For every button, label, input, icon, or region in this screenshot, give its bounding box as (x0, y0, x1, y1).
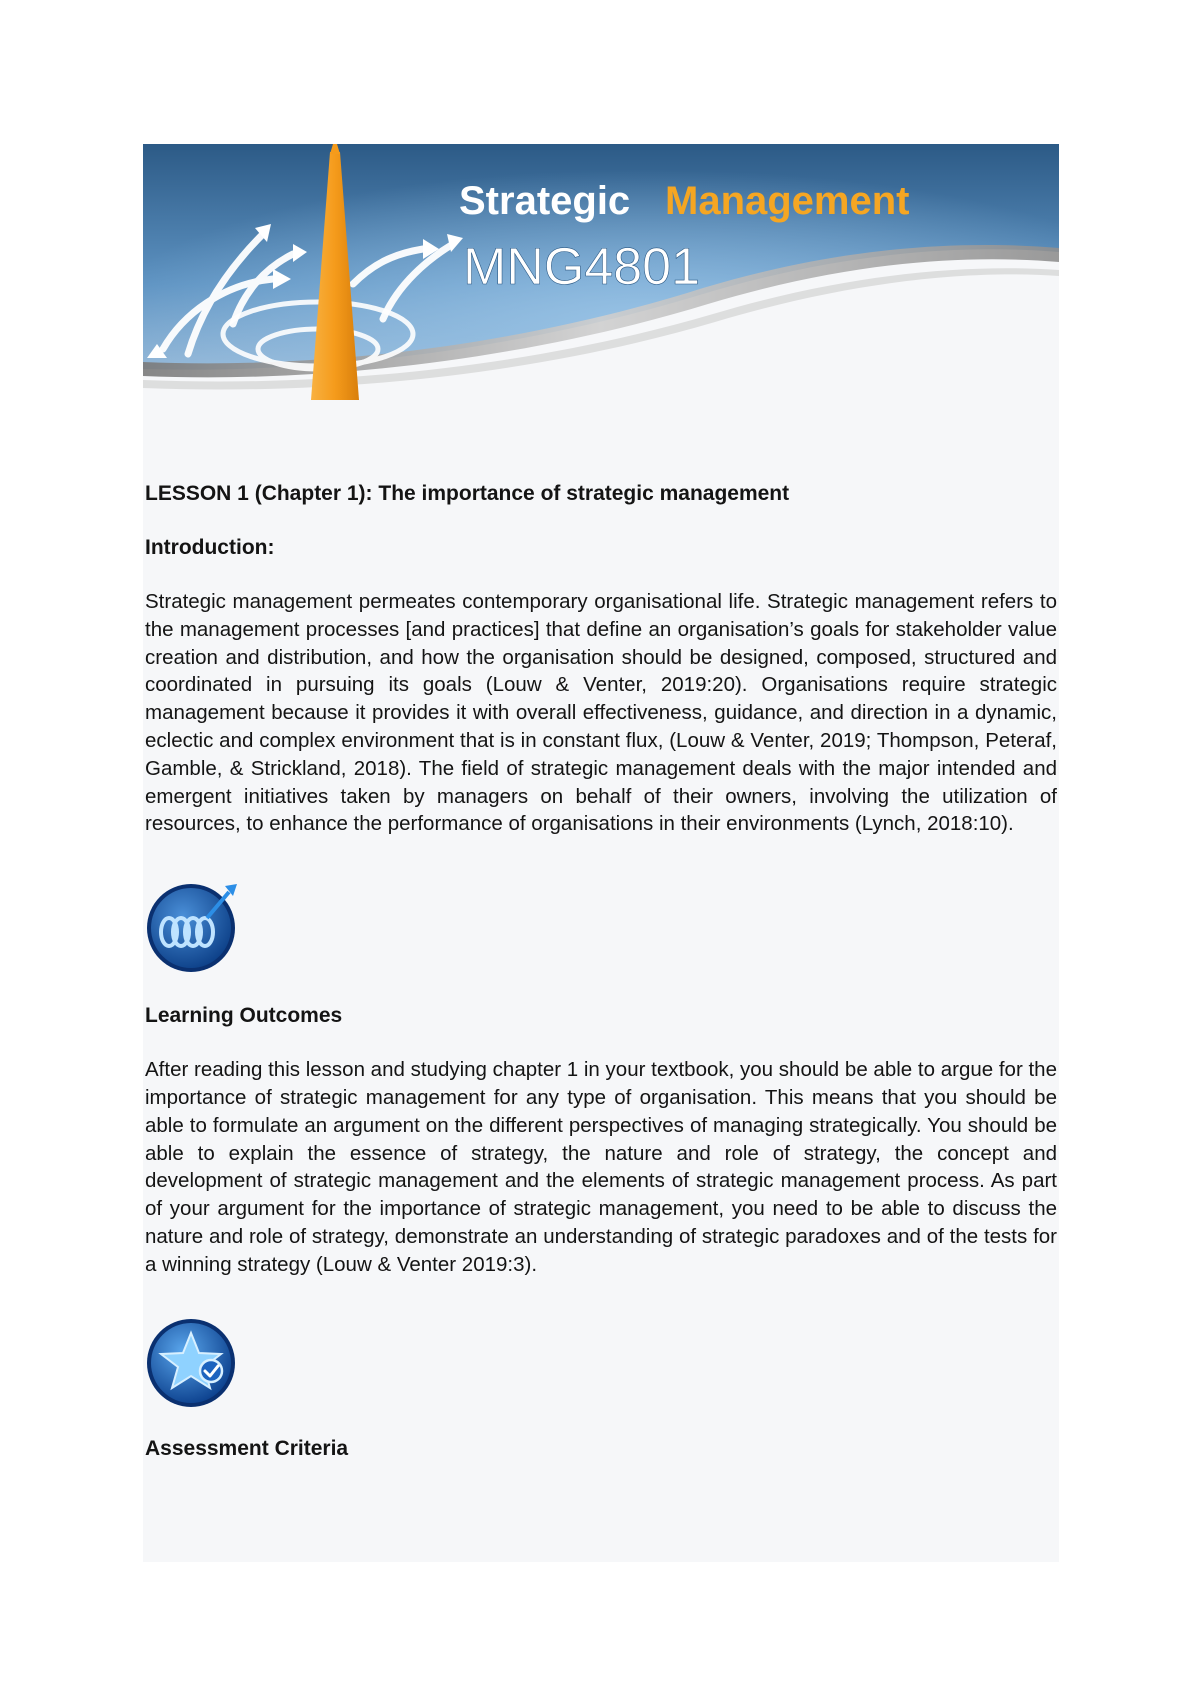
banner-course-code: MNG4801 (463, 238, 700, 296)
star-check-icon (145, 1315, 241, 1411)
lesson-content-block (143, 144, 1059, 1562)
banner-title-strategic: Strategic (459, 179, 631, 223)
introduction-paragraph: Strategic management permeates contemporary organisational life. Strategic management refers to the management processes [and practices] that define an organisation’s goals for stakeholder value creation and distribution, and how the organisation should be designed, composed, structured and coordinated in pursuing its goals (Louw & Venter, 2019:20). Organisations require strategic management because it provides it with overall effectiveness, guidance, and direction in a dynamic, eclectic and complex environment that is in constant flux, (Louw & Venter, 2019; Thompson, Peteraf, Gamble, & Strickland, 2018). The field of strategic management deals with the major intended and emergent initiatives taken by managers on behalf of their owners, involving the utilization of resources, to enhance the performance of organisations in their environments (Lynch, 2018:10). (145, 590, 1057, 836)
banner-title-management: Management (665, 179, 910, 223)
lesson-title: LESSON 1 (Chapter 1): The importance of strategic management (145, 482, 790, 505)
learning-outcomes-heading: Learning Outcomes (145, 1004, 343, 1028)
introduction-heading: Introduction: (145, 536, 275, 559)
learning-outcomes-paragraph: After reading this lesson and studying chapter 1 in your textbook, you should be able to argue for the importance of strategic management for any type of organisation. This means that you should be able to formulate an argument on the different perspectives of managing strategically. You should be able to explain the essence of strategy, the nature and role of strategy, the concept and development of strategic management and the elements of strategic management process. As part of your argument for the importance of strategic management, you need to be able to discuss the nature and role of strategy, demonstrate an understanding of strategic paradoxes and of the tests for a winning strategy (Louw & Venter 2019:3). (145, 1058, 1057, 1276)
course-banner (143, 144, 1059, 400)
lesson-text (145, 480, 1057, 1489)
assessment-criteria-heading: Assessment Criteria (145, 1436, 349, 1460)
banner-graphic (143, 144, 1059, 400)
spiral-arrow-icon (145, 878, 241, 974)
